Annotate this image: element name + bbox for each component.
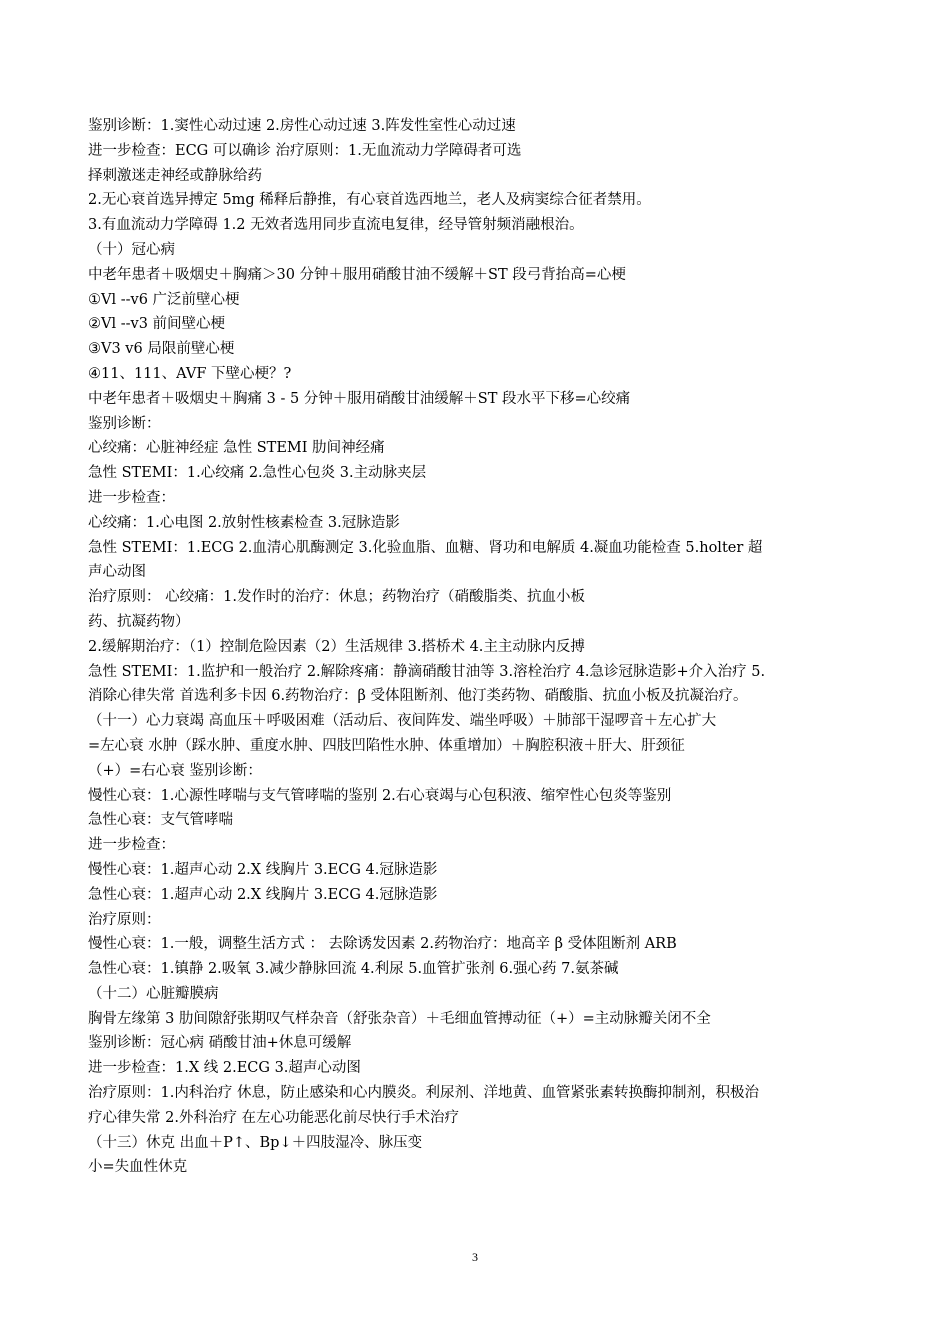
text-line: 慢性心衰：1.超声心动 2.X 线胸片 3.ECG 4.冠脉造影 (88, 861, 438, 878)
text-line: 治疗原则： (88, 911, 161, 928)
text-line: 急性 STEMI：1.监护和一般治疗 2.解除疼痛：静滴硝酸甘油等 3.溶栓治疗 4.急诊冠脉造影+介入治疗 5. (88, 663, 766, 680)
text-line: （十二）心脏瓣膜病 (88, 985, 219, 1002)
text-line: 中老年患者＋吸烟史＋胸痛 3 - 5 分钟＋服用硝酸甘油缓解＋ST 段水平下移=心绞痛 (88, 390, 631, 407)
text-line: （十一）心力衰竭 高血压＋呼吸困难（活动后、夜间阵发、端坐呼吸）＋肺部干湿啰音＋左心扩大 (88, 713, 717, 730)
text-line: 急性心衰：支气管哮喘 (88, 812, 233, 829)
text-line: 2.无心衰首选异搏定 5mg 稀释后静推，有心衰首选西地兰，老人及病窦综合征者禁用。 (88, 192, 651, 209)
text-line: 急性 STEMI：1.ECG 2.血清心肌酶测定 3.化验血脂、血糖、肾功和电解质 4.凝血功能检查 5.holter 超 (88, 539, 763, 556)
text-line: 药、抗凝药物） (88, 613, 190, 630)
text-line: 胸骨左缘第 3 肋间隙舒张期叹气样杂音（舒张杂音）＋毛细血管搏动征（+）=主动脉瓣关闭不全 (88, 1010, 711, 1027)
text-line: 进一步检查： (88, 489, 175, 506)
text-line: 慢性心衰：1.心源性哮喘与支气管哮喘的鉴别 2.右心衰竭与心包积液、缩窄性心包炎等鉴别 (88, 787, 672, 804)
text-line: 中老年患者＋吸烟史＋胸痛＞30 分钟＋服用硝酸甘油不缓解＋ST 段弓背抬高=心梗 (88, 266, 626, 283)
text-line: 进一步检查：ECG 可以确诊 治疗原则：1.无血流动力学障碍者可选 (88, 142, 522, 159)
text-line: 进一步检查：1.X 线 2.ECG 3.超声心动图 (88, 1060, 361, 1077)
text-line: 小=失血性休克 (88, 1159, 188, 1176)
text-line: 消除心律失常 首选利多卡因 6.药物治疗：β 受体阻断剂、他汀类药物、硝酸脂、抗血小板及抗凝治疗。 (88, 688, 748, 705)
text-line: ④11、111、AVF 下壁心梗？? (88, 365, 292, 382)
text-line: 治疗原则：1.内科治疗 休息，防止感染和心内膜炎。利尿剂、洋地黄、血管紧张素转换酶抑制剂，积极治 (88, 1085, 759, 1102)
text-line: ③V3 v6 局限前壁心梗 (88, 341, 235, 358)
text-line: 心绞痛：心脏神经症 急性 STEMI 肋间神经痛 (88, 440, 385, 457)
text-line: （+）=右心衰 鉴别诊断： (88, 762, 262, 779)
text-line: （十三）休克 出血＋P↑、Bp↓＋四肢湿冷、脉压变 (88, 1134, 423, 1151)
text-line: 2.缓解期治疗：（1）控制危险因素（2）生活规律 3.搭桥术 4.主主动脉内反搏 (88, 638, 585, 655)
text-line: 鉴别诊断： (88, 415, 161, 432)
text-line: ②Vl --v3 前间壁心梗 (88, 316, 226, 333)
text-line: 急性心衰：1.镇静 2.吸氧 3.减少静脉回流 4.利尿 5.血管扩张剂 6.强心药 7.氨茶碱 (88, 961, 619, 978)
text-line: 慢性心衰：1.一般，调整生活方式 ： 去除诱发因素 2.药物治疗：地高辛 β 受体阻断剂 ARB (88, 936, 677, 953)
text-line: ①Vl --v6 广泛前壁心梗 (88, 291, 240, 308)
text-line: 急性 STEMI：1.心绞痛 2.急性心包炎 3.主动脉夹层 (88, 465, 427, 482)
text-line: 鉴别诊断：冠心病 硝酸甘油+休息可缓解 (88, 1035, 352, 1052)
text-line: 急性心衰：1.超声心动 2.X 线胸片 3.ECG 4.冠脉造影 (88, 886, 438, 903)
text-line: 疗心律失常 2.外科治疗 在左心功能恶化前尽快行手术治疗 (88, 1109, 460, 1126)
text-line: （十）冠心病 (88, 241, 175, 258)
text-line: 声心动图 (88, 564, 146, 581)
text-line: 鉴别诊断：1.窦性心动过速 2.房性心动过速 3.阵发性室性心动过速 (88, 118, 516, 134)
document-body (88, 114, 866, 1180)
page-number: 3 (472, 1250, 478, 1264)
text-line: =左心衰 水肿（踩水肿、重度水肿、四肢凹陷性水肿、体重增加）＋胸腔积液＋肝大、肝颈征 (88, 737, 685, 754)
text-line: 择刺激迷走神经或静脉给药 (88, 167, 262, 184)
text-line: 进一步检查： (88, 837, 175, 854)
text-line: 心绞痛：1.心电图 2.放射性核素检查 3.冠脉造影 (88, 514, 400, 531)
text-line: 3.有血流动力学障碍 1.2 无效者选用同步直流电复律，经导管射频消融根治。 (88, 217, 584, 234)
text-line: 治疗原则： 心绞痛：1.发作时的治疗：休息；药物治疗（硝酸脂类、抗血小板 (88, 589, 585, 606)
